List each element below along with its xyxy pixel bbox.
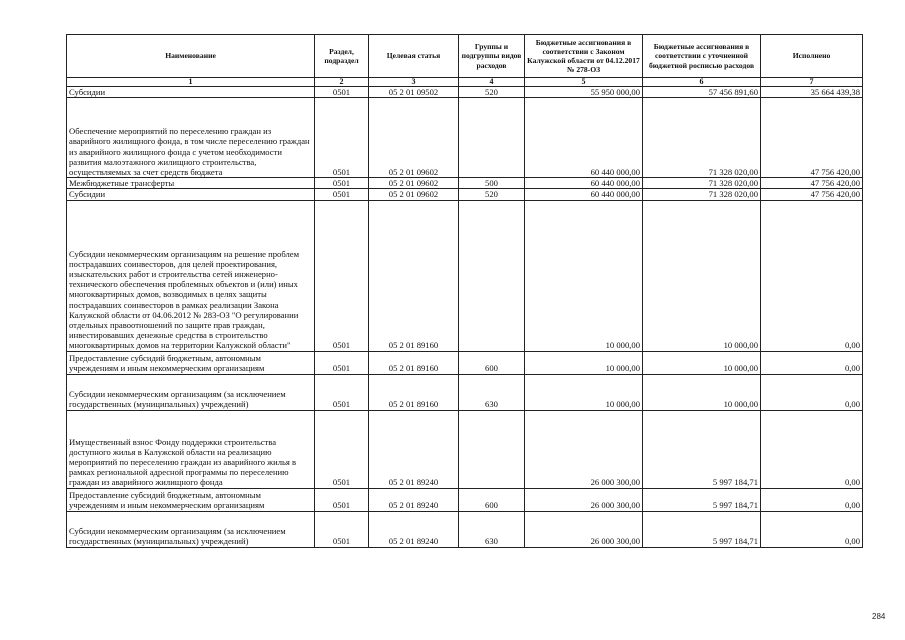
header-expense-group: Группы и подгруппы видов расходов bbox=[459, 35, 525, 78]
row-target-article: 05 2 01 89160 bbox=[369, 351, 459, 374]
row-revised-allocation: 5 997 184,71 bbox=[643, 488, 761, 511]
column-number: 7 bbox=[761, 78, 863, 87]
column-number: 2 bbox=[315, 78, 369, 87]
row-target-article: 05 2 01 89240 bbox=[369, 488, 459, 511]
table-row bbox=[67, 87, 863, 98]
row-target-article: 05 2 01 09602 bbox=[369, 178, 459, 189]
table-row bbox=[67, 178, 863, 189]
row-revised-allocation: 10 000,00 bbox=[643, 374, 761, 410]
header-law-allocation: Бюджетные ассигнования в соответствии с Законом Калужской области от 04.12.2017 № 278-ОЗ bbox=[525, 35, 643, 78]
row-section: 0501 bbox=[315, 87, 369, 98]
table-row bbox=[67, 189, 863, 200]
table-row bbox=[67, 511, 863, 547]
row-name: Предоставление субсидий бюджетным, автономным учреждениям и иным некоммерческим организациям bbox=[67, 488, 315, 511]
table-row bbox=[67, 488, 863, 511]
row-expense-group: 520 bbox=[459, 189, 525, 200]
table-row bbox=[67, 351, 863, 374]
row-executed: 0,00 bbox=[761, 410, 863, 488]
row-target-article: 05 2 01 89160 bbox=[369, 374, 459, 410]
row-law-allocation: 60 440 000,00 bbox=[525, 189, 643, 200]
column-number: 3 bbox=[369, 78, 459, 87]
row-executed: 47 756 420,00 bbox=[761, 178, 863, 189]
row-executed: 35 664 439,38 bbox=[761, 87, 863, 98]
row-section: 0501 bbox=[315, 488, 369, 511]
row-revised-allocation: 57 456 891,60 bbox=[643, 87, 761, 98]
row-executed: 0,00 bbox=[761, 374, 863, 410]
row-expense-group: 600 bbox=[459, 351, 525, 374]
table-row bbox=[67, 98, 863, 178]
row-target-article: 05 2 01 89240 bbox=[369, 410, 459, 488]
table-row bbox=[67, 410, 863, 488]
row-name: Субсидии bbox=[67, 87, 315, 98]
row-revised-allocation: 71 328 020,00 bbox=[643, 178, 761, 189]
row-revised-allocation: 5 997 184,71 bbox=[643, 511, 761, 547]
header-row bbox=[67, 35, 863, 78]
column-number: 4 bbox=[459, 78, 525, 87]
row-section: 0501 bbox=[315, 351, 369, 374]
column-number: 5 bbox=[525, 78, 643, 87]
row-section: 0501 bbox=[315, 511, 369, 547]
row-name: Межбюджетные трансферты bbox=[67, 178, 315, 189]
row-section: 0501 bbox=[315, 98, 369, 178]
row-law-allocation: 60 440 000,00 bbox=[525, 178, 643, 189]
row-law-allocation: 10 000,00 bbox=[525, 351, 643, 374]
row-expense-group: 630 bbox=[459, 374, 525, 410]
row-section: 0501 bbox=[315, 200, 369, 351]
row-executed: 0,00 bbox=[761, 488, 863, 511]
row-revised-allocation: 5 997 184,71 bbox=[643, 410, 761, 488]
row-executed: 0,00 bbox=[761, 200, 863, 351]
row-section: 0501 bbox=[315, 189, 369, 200]
row-expense-group: 520 bbox=[459, 87, 525, 98]
row-section: 0501 bbox=[315, 410, 369, 488]
header-executed: Исполнено bbox=[761, 35, 863, 78]
table-row bbox=[67, 200, 863, 351]
row-law-allocation: 26 000 300,00 bbox=[525, 511, 643, 547]
row-name: Субсидии некоммерческим организациям на решение проблем пострадавших соинвесторов, для целей проектирования, изыскательских работ и строительства сетей инженерно-технического обеспечения проблемных объектов и (или) иных многоквартирных домов, возводимых в целях защиты пострадавших соинвесторов в рамках реализации Закона Калужской области от 04.06.2012 № 283-ОЗ "О регулировании отдельных правоотношений по защите прав граждан, инвестировавших денежные средства в строительство многоквартирных домов на территории Калужской области" bbox=[67, 200, 315, 351]
column-number-row bbox=[67, 78, 863, 87]
row-target-article: 05 2 01 09502 bbox=[369, 87, 459, 98]
row-expense-group bbox=[459, 410, 525, 488]
page-number: 284 bbox=[872, 612, 886, 621]
row-expense-group: 630 bbox=[459, 511, 525, 547]
row-target-article: 05 2 01 09602 bbox=[369, 98, 459, 178]
row-expense-group bbox=[459, 200, 525, 351]
row-law-allocation: 10 000,00 bbox=[525, 374, 643, 410]
row-name: Субсидии некоммерческим организациям (за исключением государственных (муниципальных) учреждений) bbox=[67, 374, 315, 410]
row-law-allocation: 26 000 300,00 bbox=[525, 410, 643, 488]
row-revised-allocation: 71 328 020,00 bbox=[643, 98, 761, 178]
row-target-article: 05 2 01 89240 bbox=[369, 511, 459, 547]
row-executed: 0,00 bbox=[761, 351, 863, 374]
row-law-allocation: 55 950 000,00 bbox=[525, 87, 643, 98]
budget-execution-table bbox=[66, 34, 863, 548]
row-law-allocation: 60 440 000,00 bbox=[525, 98, 643, 178]
row-expense-group: 600 bbox=[459, 488, 525, 511]
table-row bbox=[67, 374, 863, 410]
row-revised-allocation: 10 000,00 bbox=[643, 351, 761, 374]
column-number: 6 bbox=[643, 78, 761, 87]
row-revised-allocation: 71 328 020,00 bbox=[643, 189, 761, 200]
row-name: Имущественный взнос Фонду поддержки строительства доступного жилья в Калужской области на реализацию мероприятий по переселению граждан из аварийного жилья в рамках региональной адресной программы по переселению граждан из аварийного жилищного фонда bbox=[67, 410, 315, 488]
row-law-allocation: 26 000 300,00 bbox=[525, 488, 643, 511]
header-revised-allocation: Бюджетные ассигнования в соответствии с уточненной бюджетной росписью расходов bbox=[643, 35, 761, 78]
row-name: Субсидии некоммерческим организациям (за исключением государственных (муниципальных) учреждений) bbox=[67, 511, 315, 547]
row-section: 0501 bbox=[315, 374, 369, 410]
row-revised-allocation: 10 000,00 bbox=[643, 200, 761, 351]
header-name: Наименование bbox=[67, 35, 315, 78]
row-executed: 47 756 420,00 bbox=[761, 98, 863, 178]
row-target-article: 05 2 01 89160 bbox=[369, 200, 459, 351]
row-expense-group bbox=[459, 98, 525, 178]
row-expense-group: 500 bbox=[459, 178, 525, 189]
row-law-allocation: 10 000,00 bbox=[525, 200, 643, 351]
column-number: 1 bbox=[67, 78, 315, 87]
row-target-article: 05 2 01 09602 bbox=[369, 189, 459, 200]
row-name: Предоставление субсидий бюджетным, автономным учреждениям и иным некоммерческим организациям bbox=[67, 351, 315, 374]
header-section: Раздел, подраздел bbox=[315, 35, 369, 78]
header-target-article: Целевая статья bbox=[369, 35, 459, 78]
row-name: Субсидии bbox=[67, 189, 315, 200]
row-executed: 47 756 420,00 bbox=[761, 189, 863, 200]
row-executed: 0,00 bbox=[761, 511, 863, 547]
row-name: Обеспечение мероприятий по переселению граждан из аварийного жилищного фонда, в том числе переселению граждан из аварийного жилищного фонда с учетом необходимости развития малоэтажного жилищного строительства, осуществляемых за счет средств бюджета bbox=[67, 98, 315, 178]
row-section: 0501 bbox=[315, 178, 369, 189]
